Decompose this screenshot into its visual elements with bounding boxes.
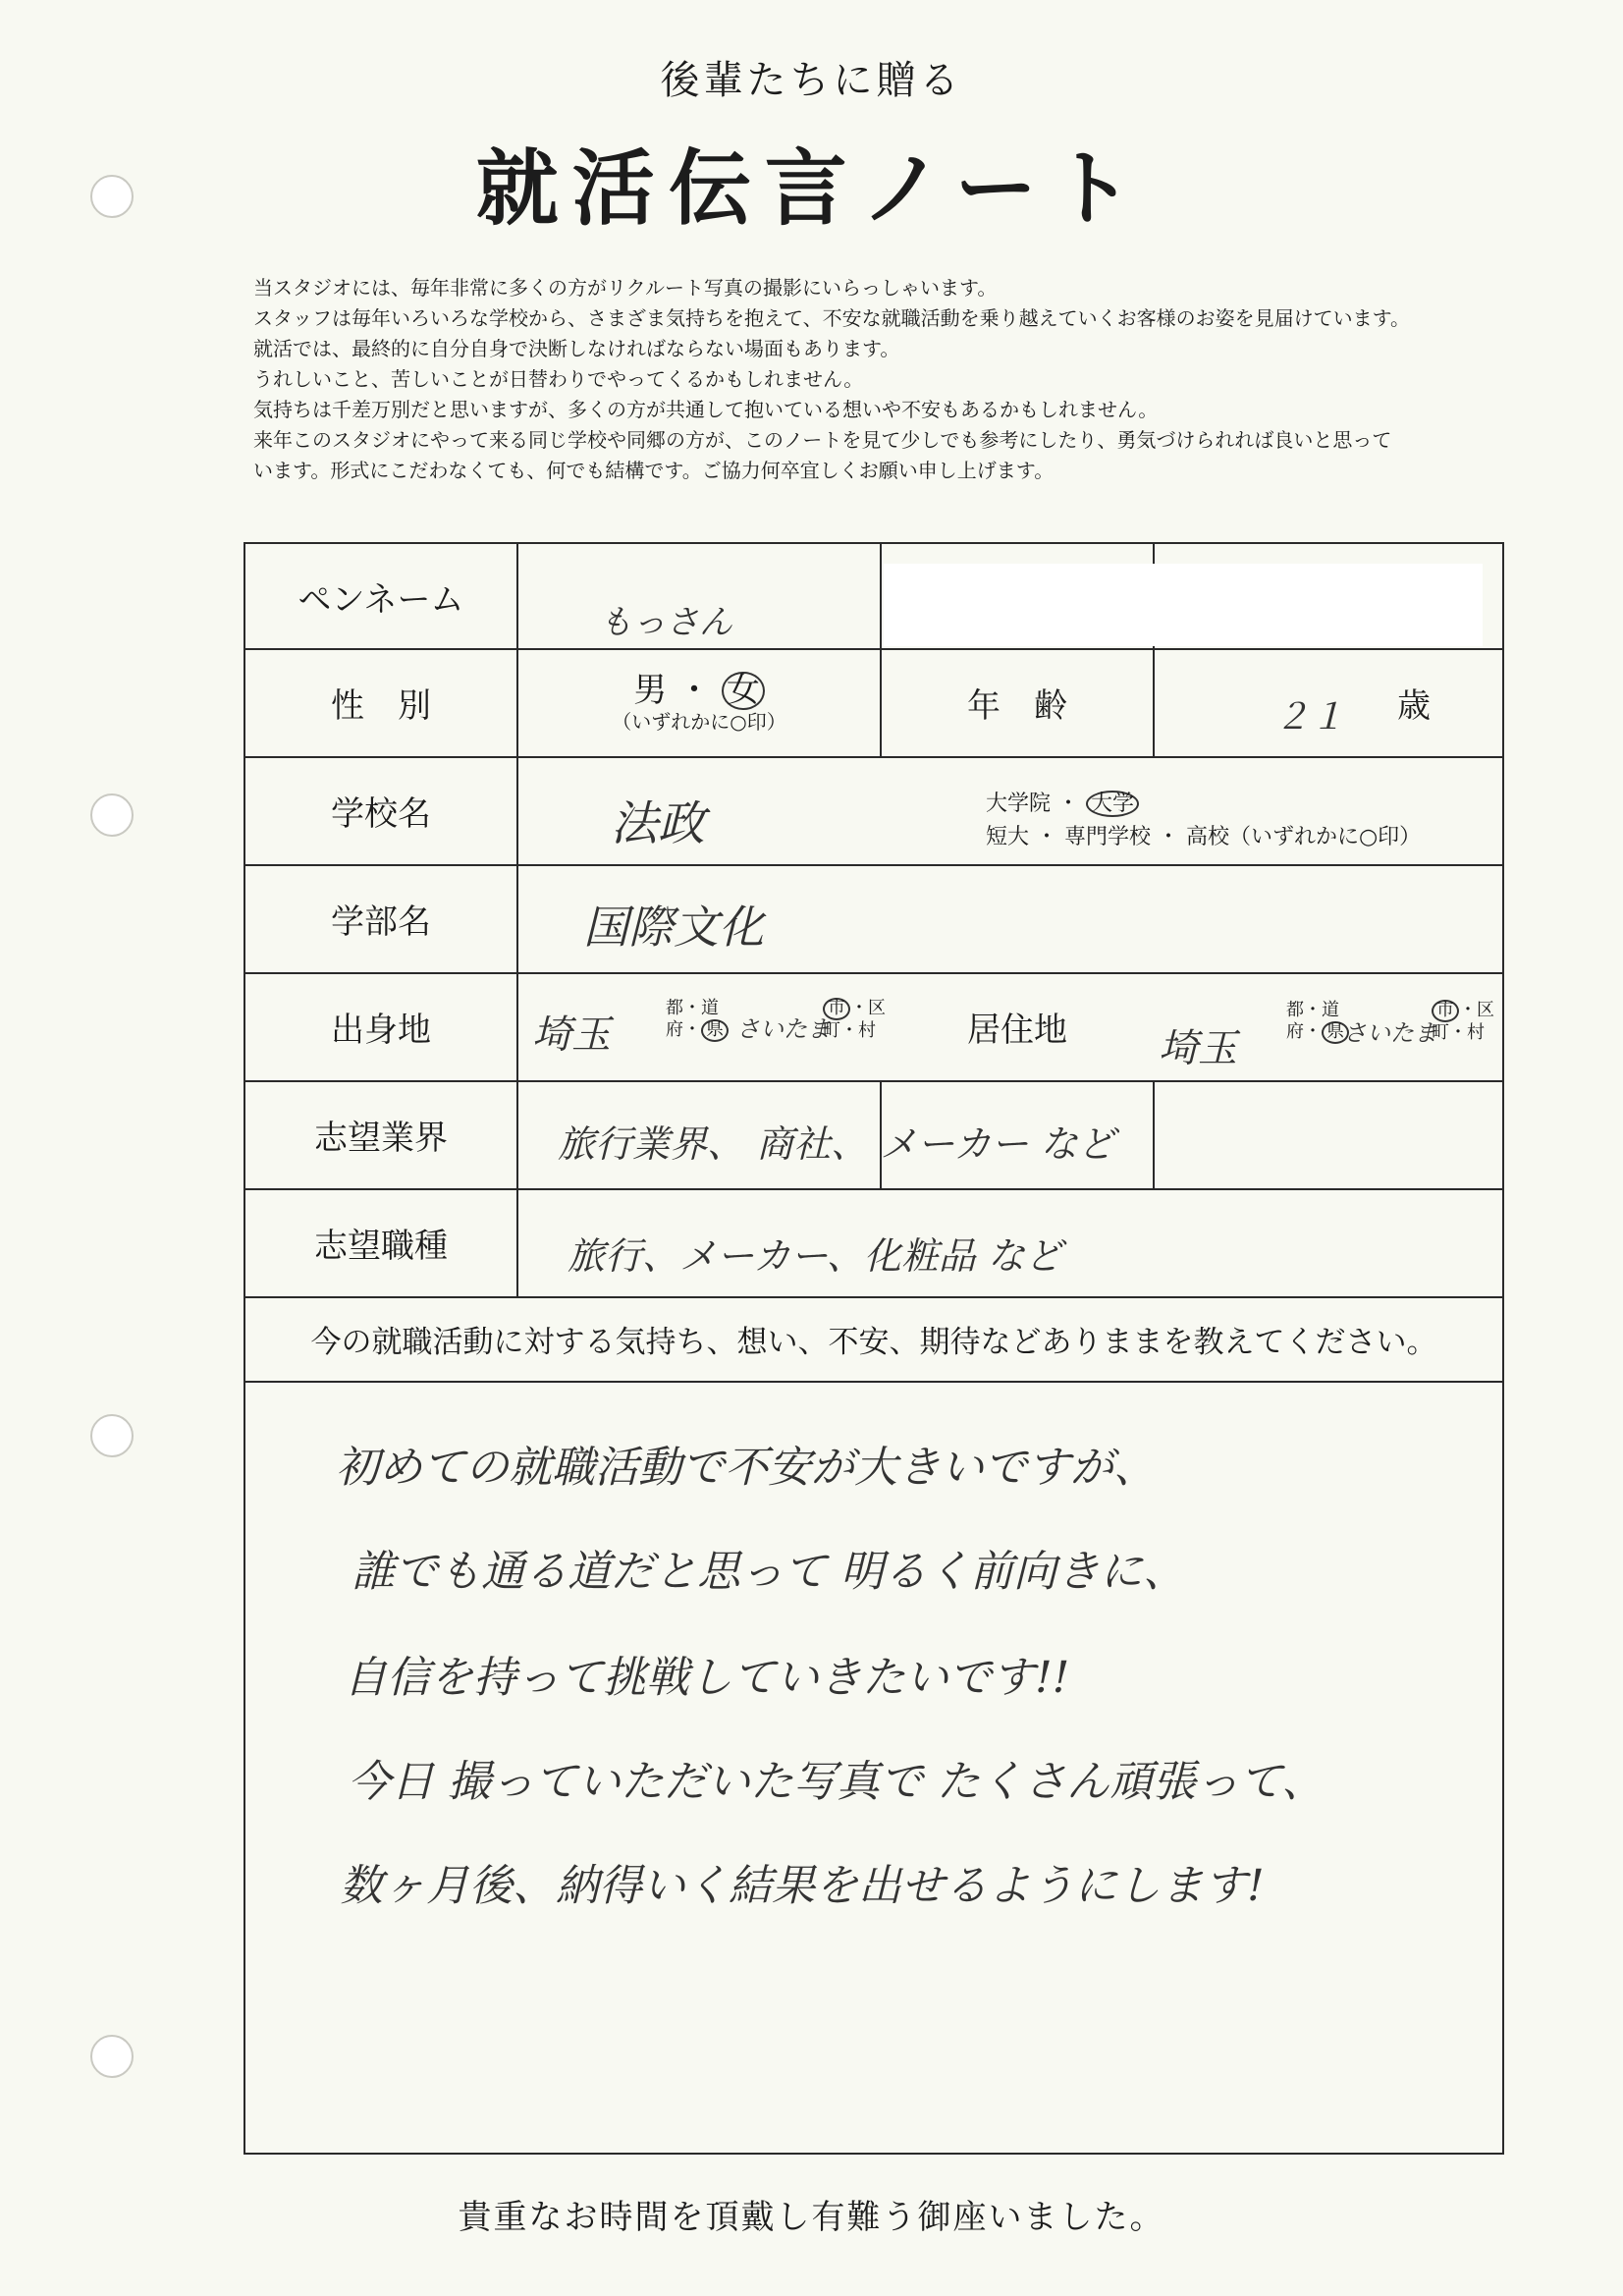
intro-line: スタッフは毎年いろいろな学校から、さまざま気持ちを抱えて、不安な就職活動を乗り越えていくお客様のお姿を見届けています。 xyxy=(253,306,1410,330)
residence-city-kind xyxy=(1432,1000,1494,1044)
age-value: ２１ xyxy=(1274,697,1346,738)
gender-label: 性 別 xyxy=(331,685,431,726)
footer-thanks: 貴重なお時間を頂戴し有難う御座いました。 xyxy=(458,2198,1165,2237)
residence-pref-kind-circled: 県 xyxy=(1322,1021,1349,1044)
page-title: 就活伝言ノート xyxy=(475,140,1148,237)
hometown-city-kind-circled: 市 xyxy=(823,998,850,1020)
hometown-city-kind-line1: ・区 xyxy=(850,998,886,1018)
residence-pref-kind xyxy=(1286,1000,1349,1044)
residence-label: 居住地 xyxy=(967,1010,1067,1050)
age-unit: 歳 xyxy=(1397,685,1431,726)
residence-city-kind-line1: ・区 xyxy=(1459,1000,1494,1020)
answer-line: 初めての就職活動で不安が大きいですが、 xyxy=(336,1443,1157,1493)
free-text-question: 今の就職活動に対する気持ち、想い、不安、期待などありままを教えてください。 xyxy=(310,1324,1437,1360)
school-type-others: 短大 ・ 専門学校 ・ 高校（いずれかに○印） xyxy=(986,825,1422,849)
hometown-prefecture: 埼玉 xyxy=(532,1012,611,1058)
school-type-sep: ・ xyxy=(1057,792,1080,816)
hometown-label: 出身地 xyxy=(331,1010,431,1050)
intro-line: 来年このスタジオにやって来る同じ学校や同郷の方が、このノートを見て少しでも参考にしたり、勇気づけられれば良いと思って xyxy=(253,428,1392,452)
hometown-pref-kind-circled: 県 xyxy=(701,1019,729,1042)
hometown-pref-kind-line1: 都・道 xyxy=(666,998,719,1018)
answer-line: 今日 撮っていただいた写真で たくさん頑張って、 xyxy=(348,1757,1325,1807)
answer-line: 自信を持って挑戦していきたいです!! xyxy=(344,1653,1070,1703)
school-type-grad: 大学院 xyxy=(986,792,1052,816)
residence-city-kind-circled: 市 xyxy=(1432,1000,1459,1022)
intro-text xyxy=(253,273,1589,486)
hometown-city: さいたま xyxy=(736,1015,831,1043)
school-value: 法政 xyxy=(611,796,706,851)
hometown-pref-kind-line2: 府・ xyxy=(666,1019,701,1040)
age-label: 年 齢 xyxy=(967,685,1067,726)
binder-hole-4 xyxy=(90,2035,134,2078)
answer-line: 数ヶ月後、納得いく結果を出せるようにします! xyxy=(340,1861,1265,1911)
school-label: 学校名 xyxy=(331,793,431,834)
redacted-area xyxy=(884,564,1483,646)
gender-options xyxy=(518,648,880,756)
intro-line: 当スタジオには、毎年非常に多くの方がリクルート写真の撮影にいらっしゃいます。 xyxy=(253,276,998,300)
residence-pref-kind-line1: 都・道 xyxy=(1286,1000,1339,1020)
hometown-city-kind xyxy=(823,998,886,1042)
residence-city: さいたま xyxy=(1343,1019,1437,1047)
questionnaire-form xyxy=(243,542,1504,2155)
school-type-options xyxy=(986,788,1421,854)
intro-line: 気持ちは千差万別だと思いますが、多くの方が共通して抱いている想いや不安もあるかもしれません。 xyxy=(253,398,1159,421)
industry-value: 旅行業界、 商社、 メーカー など xyxy=(558,1122,1115,1166)
job-label: 志望職種 xyxy=(314,1226,448,1266)
residence-pref-kind-line2: 府・ xyxy=(1286,1021,1322,1042)
hometown-pref-kind xyxy=(666,998,729,1042)
gender-male: 男 xyxy=(633,670,668,710)
intro-line: います。形式にこだわなくても、何でも結構です。ご協力何卒宜しくお願い申し上げます。 xyxy=(253,459,1055,482)
job-value: 旅行、メーカー、化粧品 など xyxy=(568,1234,1062,1278)
intro-line: 就活では、最終的に自分自身で決断しなければならない場面もあります。 xyxy=(253,337,900,360)
industry-label: 志望業界 xyxy=(314,1118,448,1158)
residence-prefecture: 埼玉 xyxy=(1159,1026,1237,1071)
gender-female-circled: 女 xyxy=(722,672,765,711)
intro-line: うれしいこと、苦しいことが日替わりでやってくるかもしれません。 xyxy=(253,367,864,391)
gender-sep: ・ xyxy=(677,670,711,710)
pen-name-value: もっさん xyxy=(599,603,732,642)
binder-hole-2 xyxy=(90,793,134,837)
school-type-university-circled: 大学 xyxy=(1086,791,1139,817)
answer-line: 誰でも通る道だと思って 明るく前向きに、 xyxy=(352,1547,1186,1597)
page-subtitle: 後輩たちに贈る xyxy=(660,58,963,103)
gender-note: （いずれかに○印） xyxy=(612,710,786,735)
pen-name-label: ペンネーム xyxy=(298,579,464,620)
hometown-city-kind-line2: 町・村 xyxy=(823,1019,876,1041)
faculty-value: 国際文化 xyxy=(583,901,764,954)
residence-city-kind-line2: 町・村 xyxy=(1432,1021,1485,1043)
faculty-label: 学部名 xyxy=(331,902,431,942)
binder-hole-3 xyxy=(90,1414,134,1457)
